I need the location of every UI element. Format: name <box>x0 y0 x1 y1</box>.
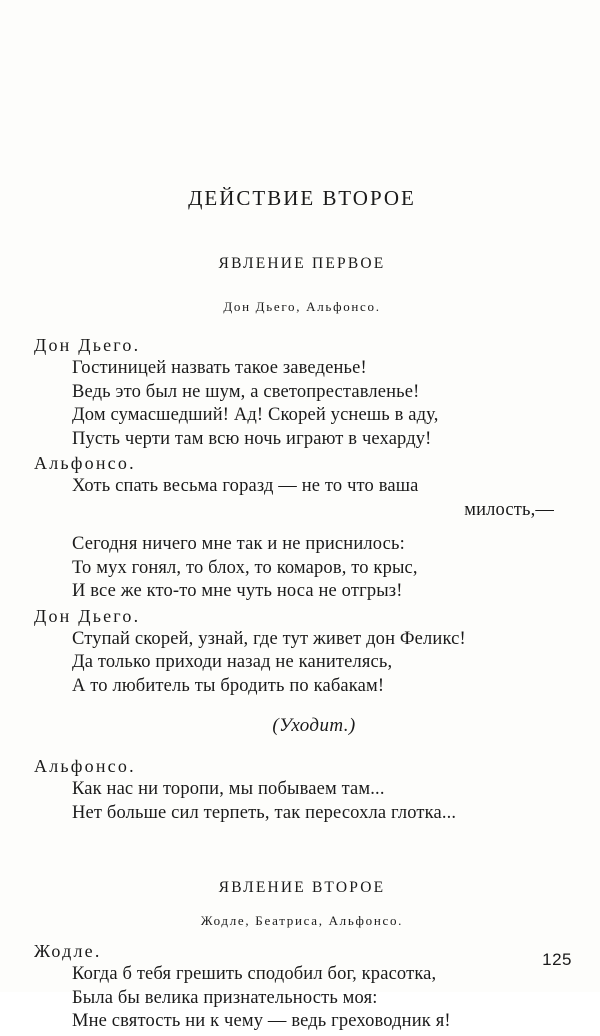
speech-block <box>34 335 570 451</box>
verse-line: Дом сумасшедший! Ад! Скорей уснешь в аду, <box>72 405 439 425</box>
scene-one-title: ЯВЛЕНИЕ ПЕРВОЕ <box>218 255 386 272</box>
scene-one-cast-line: Дон Дьего, Альфонсо. <box>223 299 381 314</box>
verse-line: Была бы велика признательность моя: <box>72 987 378 1008</box>
speech-block <box>34 941 570 1034</box>
page-number: 125 <box>542 950 572 969</box>
speaker-name: Дон Дьего. <box>34 605 141 626</box>
speech-lines <box>34 778 570 825</box>
speech-lines <box>34 357 570 451</box>
verse-line: Ступай скорей, узнай, где тут живет дон Феликс! <box>72 628 466 649</box>
speech-block <box>34 606 570 699</box>
speaker-name: Альфонсо. <box>34 756 136 776</box>
speaker-name: Альфонсо. <box>34 453 136 473</box>
verse-line: Как нас ни торопи, мы побываем там... <box>72 779 385 799</box>
speaker-name: Жодле. <box>34 941 102 961</box>
verse-line: А то любитель ты бродить по кабакам! <box>72 675 385 696</box>
verse-line: И все же кто-то мне чуть носа не отгрыз! <box>72 581 403 601</box>
scene-two-cast-line: Жодле, Беатриса, Альфонсо. <box>200 913 404 928</box>
verse-line: Сегодня ничего мне так и не приснилось: <box>72 534 405 554</box>
stage-direction: (Уходит.) <box>272 715 356 736</box>
verse-line: Гостиницей назвать такое заведенье! <box>72 358 367 378</box>
verse-line: Нет больше сил терпеть, так пересохла глотка... <box>72 802 457 823</box>
speech-lines <box>34 963 570 1034</box>
verse-line: Ведь это был не шум, а светопреставленье! <box>72 381 420 402</box>
speech-block <box>34 453 570 604</box>
verse-line: Пусть черти там всю ночь играют в чехарду! <box>72 428 432 449</box>
verse-line-runover: милость,— <box>464 499 554 520</box>
scene-two-title: ЯВЛЕНИЕ ВТОРОЕ <box>218 879 386 896</box>
verse-line: Мне святость ни к чему — ведь греховодник я! <box>72 1011 451 1031</box>
verse-line: То мух гонял, то блох, то комаров, то крыс, <box>72 557 418 578</box>
verse-line: Да только приходи назад не канителясь, <box>72 652 393 672</box>
speech-lines <box>34 628 570 699</box>
speech-block <box>34 756 570 825</box>
act-title: ДЕЙСТВИЕ ВТОРОЕ <box>188 186 416 210</box>
speech-lines <box>34 475 570 604</box>
page-content <box>34 186 570 1036</box>
verse-line: Когда б тебя грешить сподобил бог, красотка, <box>72 964 437 984</box>
verse-line: Хоть спать весьма горазд — не то что ваша <box>72 476 419 496</box>
speaker-name: Дон Дьего. <box>34 335 141 355</box>
